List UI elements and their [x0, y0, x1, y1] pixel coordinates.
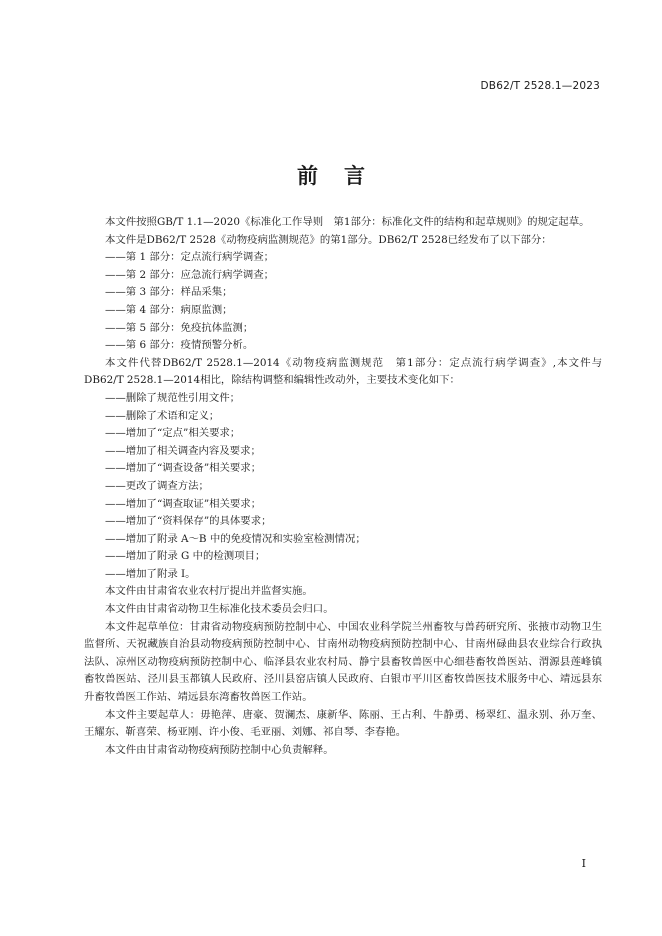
standard-code: DB62/T 2528.1—2023: [480, 80, 600, 92]
paragraph-proposer: 本文件由甘肃省农业农村厅提出并监督实施。: [105, 585, 313, 598]
page-number: I: [581, 857, 586, 870]
paragraph-series-intro: 本文件是DB62/T 2528《动物疫病监测规范》的第1部分。DB62/T 2528已经发布了以下部分：: [105, 233, 552, 246]
list-item: ——增加了附录 G 中的检测项目；: [105, 550, 266, 563]
list-item: ——第 3 部分：样品采集；: [105, 286, 233, 299]
paragraph-drafters: 本文件主要起草人：毋艳萍、唐豪、贺澜杰、康新华、陈丽、王占利、牛静勇、杨翠红、温永别、孙万奎、王耀东、靳喜荣、杨亚刚、许小俊、毛亚丽、刘娜、祁自琴、李春艳。: [84, 708, 602, 739]
list-item: ——第 2 部分：应急流行病学调查；: [105, 268, 275, 281]
list-item: ——第 1 部分：定点流行病学调查；: [105, 251, 275, 264]
list-item: ——增加了附录 I。: [105, 567, 196, 580]
list-item: ——增加了“定点”相关要求；: [105, 427, 241, 440]
list-item: ——增加了“资料保存”的具体要求；: [105, 515, 272, 528]
paragraph-replaces: 本文件代替DB62/T 2528.1—2014《动物疫病监测规范 第1部分：定点流行病学调查》,本文件与DB62/T 2528.1—2014相比，除结构调整和编辑性改动外，主要技术变化如下：: [84, 356, 602, 387]
paragraph-drafting-rules: 本文件按照GB/T 1.1—2020《标准化工作导则 第1部分：标准化文件的结构和起草规则》的规定起草。: [105, 216, 590, 228]
document-body: [84, 214, 602, 759]
list-item: ——增加了附录 A～B 中的免疫情况和实验室检测情况；: [105, 532, 366, 545]
paragraph-technical-committee: 本文件由甘肃省动物卫生标准化技术委员会归口。: [105, 603, 334, 616]
paragraph-drafting-units: 本文件起草单位：甘肃省动物疫病预防控制中心、中国农业科学院兰州畜牧与兽药研究所、张掖市动物卫生监督所、天祝藏族自治县动物疫病预防控制中心、甘南州动物疫病预防控制中心、甘南州碌曲县农业综合行政执法队、凉州区动物疫病预防控制中心、临泽县农业农村局、静宁县畜牧兽医中心细巷畜牧兽医站、渭源县莲峰镇畜牧兽医站、泾川县玉都镇人民政府、泾川县窑店镇人民政府、白银市平川区畜牧兽医技术服务中心、靖远县东升畜牧兽医工作站、靖远县东湾畜牧兽医工作站。: [84, 620, 602, 704]
list-item: ——第 6 部分：疫情预警分析。: [105, 339, 254, 352]
list-item: ——增加了“调查设备”相关要求；: [105, 462, 262, 475]
list-item: ——删除了规范性引用文件；: [105, 391, 241, 404]
list-item: ——第 4 部分：病原监测；: [105, 303, 233, 316]
paragraph-interpretation: 本文件由甘肃省动物疫病预防控制中心负责解释。: [105, 743, 334, 756]
list-item: ——更改了调查方法；: [105, 479, 209, 492]
list-item: ——增加了相关调查内容及要求；: [105, 444, 261, 457]
page-title: 前言: [297, 164, 391, 188]
list-item: ——第 5 部分：免疫抗体监测；: [105, 321, 254, 334]
list-item: ——删除了术语和定义；: [105, 409, 220, 422]
list-item: ——增加了“调查取证”相关要求；: [105, 497, 262, 510]
